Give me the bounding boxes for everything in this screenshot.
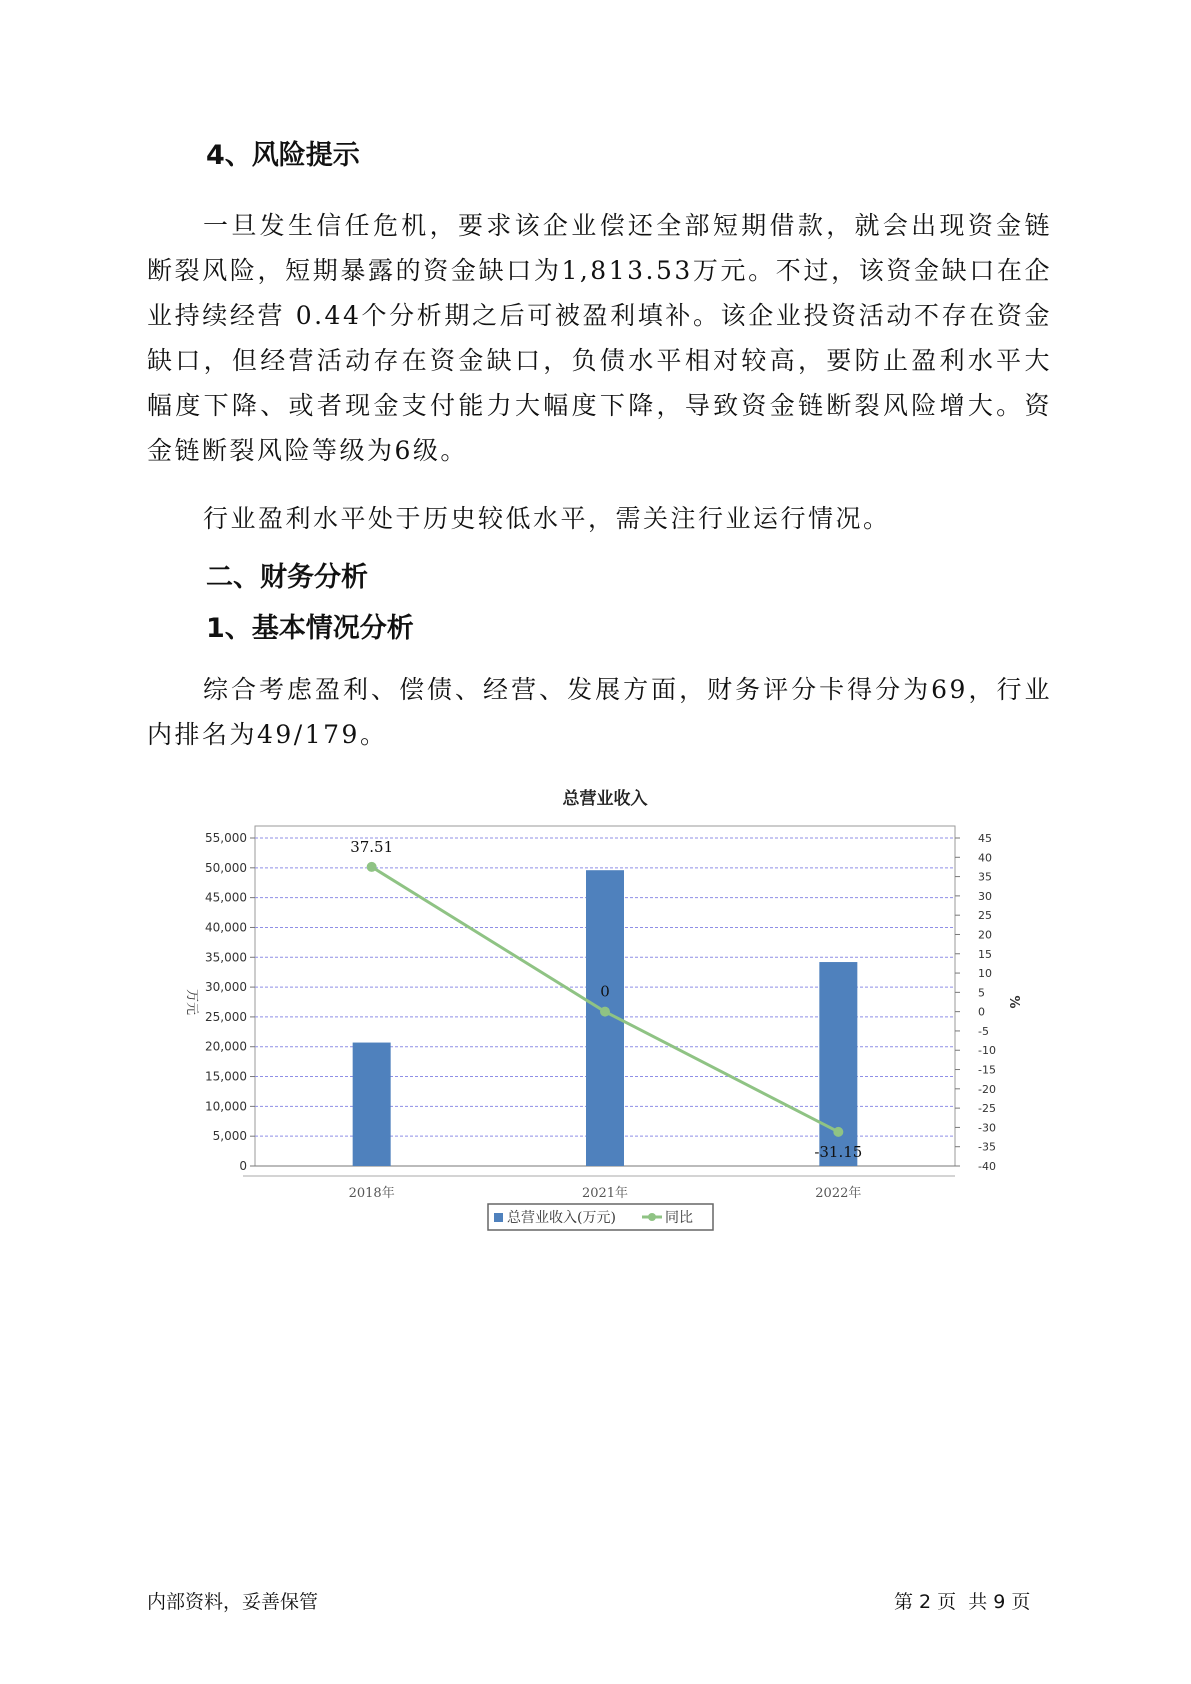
- y2-tick-label: -5: [978, 1024, 989, 1038]
- y2-tick-label: -35: [978, 1140, 996, 1154]
- risk-paragraph-1: 一旦发生信任危机，要求该企业偿还全部短期借款，就会出现资金链断裂风险，短期暴露的资金缺口为1,813.53万元。不过，该资金缺口在企业持续经营 0.44个分析期之后可被盈利填补。该企业投资活动不存在资金缺口，但经营活动存在资金缺口，负债水平相对较高，要防止盈利水平大幅度下降、或者现金支付能力大幅度下降，导致资金链断裂风险增大。资金链断裂风险等级为6级。: [147, 211, 1052, 465]
- footer-page-number: 第 2 页 共 9 页: [894, 1591, 1031, 1613]
- y2-tick-label: 5: [978, 986, 985, 1000]
- y2-tick-label: 25: [978, 909, 992, 923]
- revenue-chart: [160, 780, 1040, 1240]
- y2-axis-label: %: [1006, 995, 1021, 1009]
- legend-bar-swatch: [494, 1213, 503, 1222]
- chart-title: 总营业收入: [562, 789, 648, 809]
- footer-left: 内部资料，妥善保管: [147, 1591, 319, 1613]
- y2-tick-label: -10: [978, 1044, 996, 1058]
- y-axis-label: 万元: [184, 988, 199, 1016]
- y2-tick-label: 15: [978, 947, 992, 961]
- yoy-data-label: 0: [600, 982, 610, 1001]
- legend-line-marker: [648, 1213, 656, 1221]
- y2-tick-label: -30: [978, 1121, 996, 1135]
- risk-paragraph-2: 行业盈利水平处于历史较低水平，需关注行业运行情况。: [203, 504, 891, 533]
- y-tick-label: 30,000: [205, 980, 247, 995]
- yoy-point: [367, 862, 377, 872]
- y2-tick-label: 20: [978, 928, 992, 942]
- x-tick-label: 2018年: [348, 1186, 395, 1201]
- legend-bar-label: 总营业收入(万元): [507, 1210, 616, 1226]
- legend-line-label: 同比: [665, 1210, 693, 1226]
- y-tick-label: 40,000: [205, 920, 247, 935]
- y2-tick-label: 30: [978, 889, 992, 903]
- y-tick-label: 45,000: [205, 890, 247, 905]
- yoy-data-label: 37.51: [350, 837, 394, 856]
- y-tick-label: 25,000: [205, 1009, 247, 1024]
- y2-tick-label: 45: [978, 832, 992, 845]
- y2-tick-label: 0: [978, 1005, 985, 1019]
- y2-tick-label: -15: [978, 1063, 996, 1077]
- y-tick-label: 5,000: [212, 1129, 247, 1144]
- y2-tick-label: 35: [978, 870, 992, 884]
- basic-heading: 1、基本情况分析: [206, 613, 414, 644]
- y2-tick-label: -25: [978, 1102, 996, 1116]
- yoy-point: [833, 1127, 843, 1137]
- y-tick-label: 50,000: [205, 860, 247, 875]
- y2-tick-label: 40: [978, 851, 992, 865]
- finance-heading: 二、财务分析: [206, 562, 368, 593]
- y-tick-label: 20,000: [205, 1039, 247, 1054]
- yoy-point: [600, 1007, 610, 1017]
- risk-heading: 4、风险提示: [206, 140, 360, 171]
- x-tick-label: 2022年: [815, 1186, 862, 1201]
- y2-tick-label: -40: [978, 1160, 996, 1173]
- y-tick-label: 15,000: [205, 1069, 247, 1084]
- y-tick-label: 55,000: [205, 831, 247, 845]
- y-tick-label: 35,000: [205, 950, 247, 965]
- basic-paragraph: 综合考虑盈利、偿债、经营、发展方面，财务评分卡得分为69，行业内排名为49/179。: [147, 675, 1052, 749]
- y-tick-label: 0: [239, 1159, 247, 1173]
- y2-tick-label: -20: [978, 1082, 996, 1096]
- yoy-data-label: -31.15: [814, 1142, 863, 1161]
- x-tick-label: 2021年: [581, 1186, 629, 1201]
- y-tick-label: 10,000: [205, 1099, 247, 1114]
- bar: [353, 1043, 391, 1166]
- y2-tick-label: 10: [978, 967, 992, 981]
